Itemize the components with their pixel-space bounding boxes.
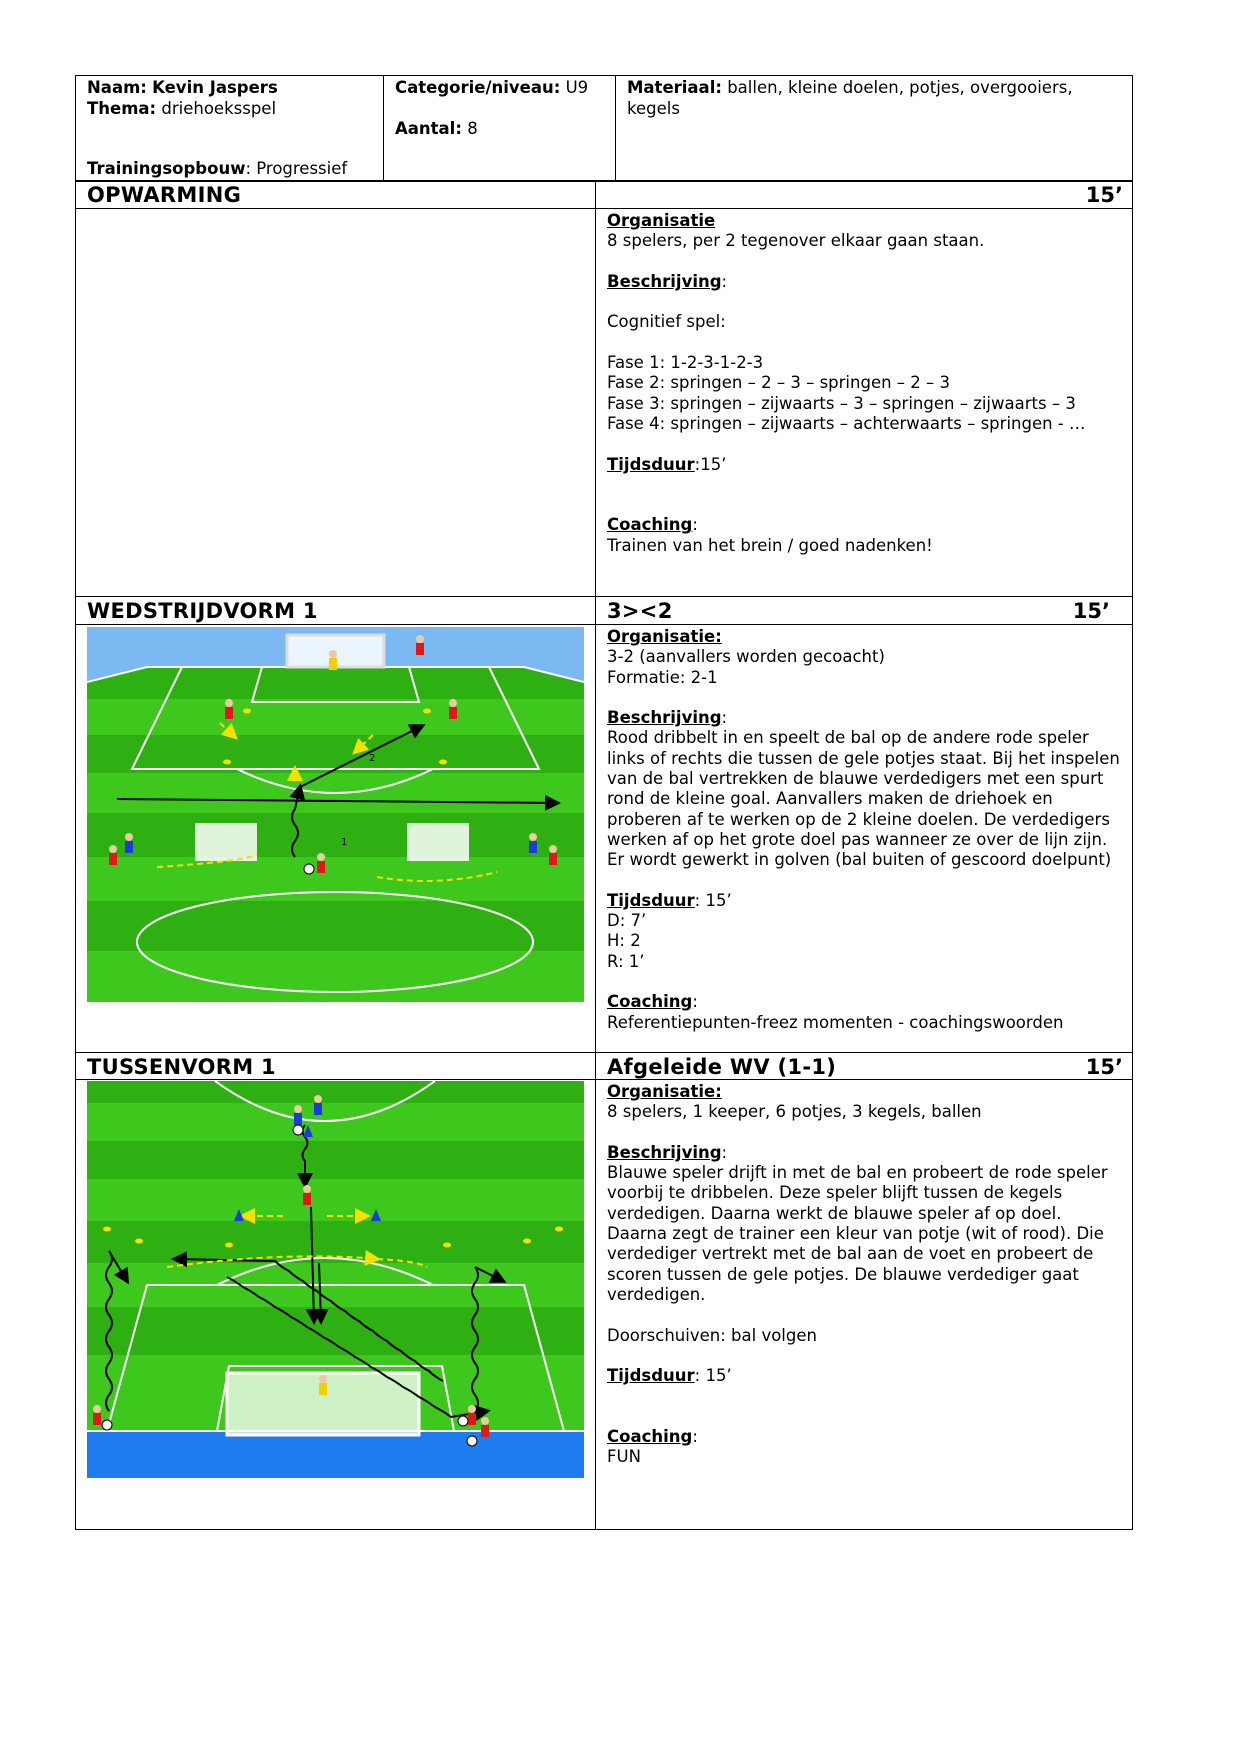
diagram-wedstrijdvorm — [87, 627, 584, 1002]
wedstrijdvorm-beschrijving-line: Rood dribbelt in en speelt de bal op de andere rode speler — [607, 728, 1089, 748]
materiaal-label: Materiaal: — [627, 78, 722, 97]
opbouw-value: : Progressief — [245, 159, 348, 178]
header-opbouw — [87, 159, 347, 179]
opwarming-content — [607, 211, 1127, 556]
opwarming-fase-2: Fase 2: springen – 2 – 3 – springen – 2 – 3 — [607, 373, 951, 393]
tussenvorm-coaching-text: FUN — [607, 1447, 641, 1467]
tussenvorm-organisatie-label: Organisatie: — [607, 1082, 722, 1101]
red-player — [225, 699, 233, 719]
table-left-border — [75, 75, 76, 1530]
tussenvorm-doorschuiven: Doorschuiven: bal volgen — [607, 1325, 817, 1345]
wedstrijdvorm-tijdsduur-value: : 15’ — [694, 890, 732, 910]
colon: : — [721, 271, 728, 291]
table-bottom-border — [75, 1529, 1133, 1530]
keeper — [329, 650, 337, 670]
tussenvorm-beschrijving-line: verdediger vertrekt met de bal aan de voet en probeert de — [607, 1244, 1094, 1264]
wedstrijdvorm-coaching-text: Referentiepunten-freez momenten - coachingswoorden — [607, 1012, 1064, 1032]
header-divider-2 — [615, 75, 616, 181]
red-player — [449, 699, 457, 719]
opwarming-tijdsduur-value: :15’ — [694, 454, 727, 474]
pitch-stripe — [87, 1221, 584, 1263]
wedstrijdvorm-beschrijving-line: Er wordt gewerkt in golven (bal buiten of gescoord doelpunt) — [607, 850, 1112, 870]
small-goal-right — [407, 823, 469, 861]
header-materiaal — [627, 78, 1073, 98]
tussen-top-border — [75, 1052, 1133, 1053]
wedstrijdvorm-content — [607, 627, 1127, 1033]
materiaal-value: ballen, kleine doelen, potjes, overgooiers, — [727, 78, 1073, 97]
red-player — [317, 853, 325, 873]
floor — [87, 1431, 584, 1478]
opwarming-coaching-label: Coaching — [607, 515, 693, 535]
header-materiaal-2: kegels — [627, 99, 680, 118]
tussenvorm-beschrijving-line: scoren tussen de gele potjes. De blauwe verdediger gaat — [607, 1264, 1079, 1284]
tussenvorm-tijdsduur-label: Tijdsduur — [607, 1366, 695, 1386]
duration-opwarming: 15’ — [1085, 183, 1123, 207]
pitch-stripe — [87, 735, 584, 773]
naam-value: Kevin Jaspers — [152, 78, 278, 97]
header-divider-1 — [383, 75, 384, 181]
header-aantal — [395, 119, 478, 139]
diagram-label-2: 2 — [369, 753, 376, 764]
table-top-border — [75, 75, 1133, 76]
opbouw-label: Trainingsopbouw — [87, 159, 246, 178]
wedstrijdvorm-organisatie-line: 3-2 (aanvallers worden gecoacht) — [607, 647, 885, 667]
red-player — [481, 1417, 489, 1437]
aantal-value: 8 — [467, 119, 478, 138]
tussenvorm-coaching-label: Coaching — [607, 1427, 693, 1447]
wedstrijdvorm-r: R: 1’ — [607, 951, 645, 971]
wedstrijdvorm-beschrijving-line: proberen af te werken op de 2 kleine doelen. De verdedigers — [607, 809, 1110, 829]
colon: : — [692, 515, 698, 535]
blue-player — [125, 833, 133, 853]
tussenvorm-beschrijving-line: voorbij te dribbelen. Deze speler blijft tussen de kegels — [607, 1183, 1063, 1203]
opwarming-tijdsduur-label: Tijdsduur — [607, 454, 695, 474]
wedstrijdvorm-beschrijving-line: van de bal vertrekken de blauwe verdedigers met een spurt — [607, 769, 1104, 789]
wedstrijdvorm-organisatie-line: Formatie: 2-1 — [607, 667, 718, 687]
wedstrijdvorm-organisatie-label: Organisatie: — [607, 627, 722, 646]
red-player — [109, 845, 117, 865]
red-player — [303, 1185, 311, 1205]
categorie-value: U9 — [565, 78, 589, 97]
wedstrijdvorm-h: H: 2 — [607, 931, 641, 951]
duration-tussenvorm: 15’ — [1085, 1055, 1123, 1079]
thema-label: Thema: — [87, 99, 157, 118]
red-player — [549, 845, 557, 865]
opwarming-cognitief: Cognitief spel: — [607, 312, 726, 332]
wedstrijdvorm-tijdsduur-label: Tijdsduur — [607, 890, 695, 910]
tussenvorm-content — [607, 1082, 1127, 1468]
wedstrijd-top-border — [75, 596, 1133, 597]
colon: : — [721, 1142, 728, 1162]
wedstrijdvorm-beschrijving-line: links of rechts die tussen de gele potjes staat. Bij het inspelen — [607, 748, 1120, 768]
opwarming-beschrijving-label: Beschrijving — [607, 271, 722, 291]
section-title-opwarming: OPWARMING — [87, 183, 242, 207]
wedstrijdvorm-beschrijving-label: Beschrijving — [607, 708, 722, 728]
keeper — [319, 1375, 327, 1395]
red-player — [93, 1405, 101, 1425]
column-divider — [595, 181, 596, 1530]
tussenvorm-beschrijving-line: verdedigen. Daarna werkt de blauwe speler af op doel. — [607, 1203, 1062, 1223]
opwarming-fase-4: Fase 4: springen – zijwaarts – achterwaarts – springen - … — [607, 413, 1086, 433]
pitch-stripe — [87, 901, 584, 951]
red-player — [416, 635, 424, 655]
pitch-stripe — [87, 1307, 584, 1355]
section-title-wedstrijdvorm: WEDSTRIJDVORM 1 — [87, 599, 318, 623]
categorie-label: Categorie/niveau: — [395, 78, 561, 97]
tussenvorm-beschrijving-line: Blauwe speler drijft in met de bal en probeert de rode speler — [607, 1163, 1108, 1183]
blue-player — [294, 1105, 302, 1125]
tussenvorm-tijdsduur-value: : 15’ — [694, 1366, 732, 1386]
red-player — [468, 1405, 476, 1425]
wedstrijdvorm-beschrijving-line: werken af op het grote doel pas wanneer ze over de lijn zijn. — [607, 829, 1108, 849]
header-thema — [87, 99, 276, 119]
section-subtitle-wedstrijdvorm: 3><2 — [607, 599, 673, 623]
ball — [102, 1420, 112, 1430]
opwarming-title-border — [75, 208, 1133, 209]
section-title-tussenvorm: TUSSENVORM 1 — [87, 1055, 276, 1079]
ball — [304, 864, 314, 874]
small-goal-left — [195, 823, 257, 861]
colon: : — [692, 1427, 698, 1447]
pitch-stripe — [87, 667, 584, 699]
section-subtitle-tussenvorm: Afgeleide WV (1-1) — [607, 1055, 837, 1079]
colon: : — [692, 992, 698, 1012]
thema-value: driehoeksspel — [161, 99, 277, 118]
diagram-label-1: 1 — [341, 837, 348, 848]
pitch-stripe — [87, 1141, 584, 1179]
naam-label: Naam: — [87, 78, 147, 97]
colon: : — [721, 708, 728, 728]
opwarming-organisatie-label: Organisatie — [607, 211, 716, 230]
tussenvorm-organisatie-text: 8 spelers, 1 keeper, 6 potjes, 3 kegels, ballen — [607, 1102, 982, 1122]
table-right-border — [1132, 75, 1133, 1530]
aantal-label: Aantal: — [395, 119, 462, 138]
pitch-stripe — [87, 813, 584, 857]
opwarming-fase-3: Fase 3: springen – zijwaarts – 3 – springen – zijwaarts – 3 — [607, 393, 1076, 413]
opwarming-organisatie-text: 8 spelers, per 2 tegenover elkaar gaan staan. — [607, 231, 985, 251]
blue-player — [529, 833, 537, 853]
opwarming-fase-1: Fase 1: 1-2-3-1-2-3 — [607, 353, 764, 373]
wedstrijdvorm-d: D: 7’ — [607, 911, 647, 931]
tussenvorm-beschrijving-label: Beschrijving — [607, 1142, 722, 1162]
ball — [458, 1416, 468, 1426]
pitch-stripe — [87, 1081, 584, 1103]
blue-player — [314, 1095, 322, 1115]
opwarming-coaching-text: Trainen van het brein / goed nadenken! — [607, 535, 933, 555]
diagram-tussenvorm — [87, 1081, 584, 1478]
ball — [293, 1125, 303, 1135]
header-categorie — [395, 78, 588, 98]
tussenvorm-beschrijving-line: Daarna zegt de trainer een kleur van potje (wit of rood). Die — [607, 1224, 1104, 1244]
wedstrijd-title-border — [75, 624, 1133, 625]
wedstrijdvorm-beschrijving-line: rond de kleine goal. Aanvallers maken de driehoek en — [607, 789, 1053, 809]
ball — [467, 1436, 477, 1446]
duration-wedstrijdvorm: 15’ — [1072, 599, 1110, 623]
tussenvorm-beschrijving-line: verdedigen. — [607, 1284, 706, 1304]
wedstrijdvorm-coaching-label: Coaching — [607, 992, 693, 1012]
header-naam — [87, 78, 278, 98]
